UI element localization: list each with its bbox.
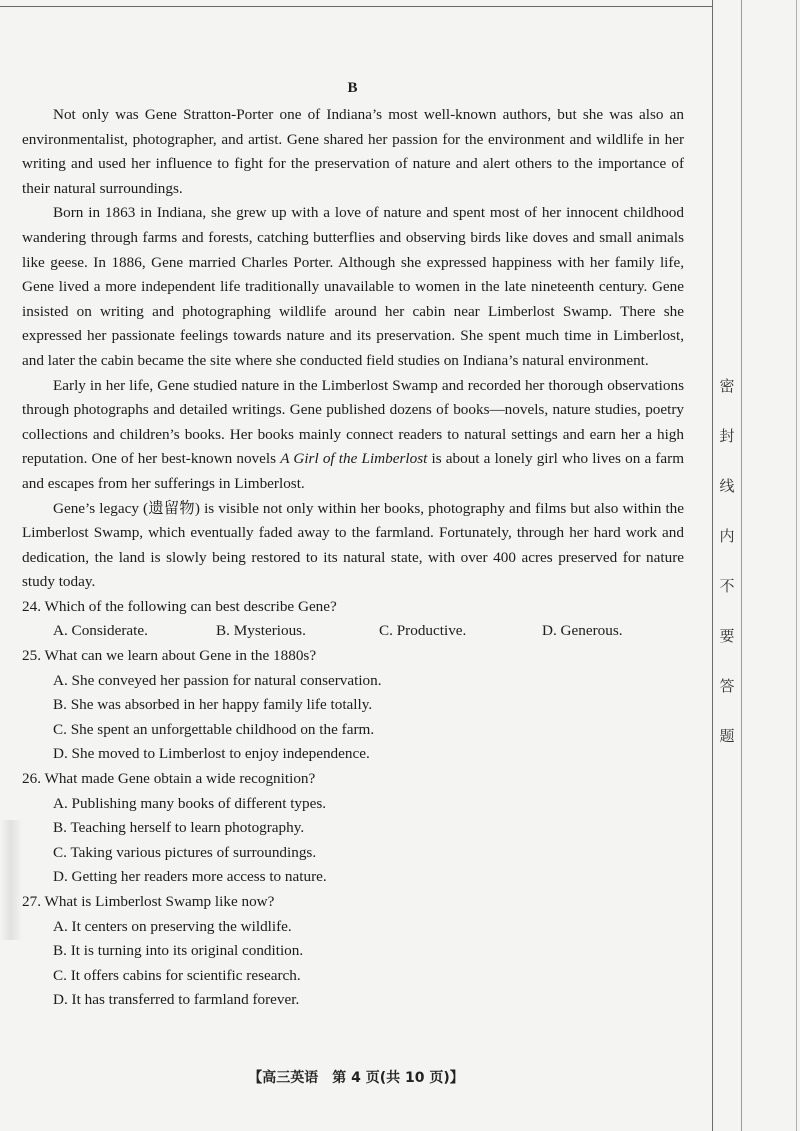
option-b[interactable]: B. Mysterious.	[216, 622, 306, 640]
option-c[interactable]: C. Productive.	[379, 622, 467, 640]
question-25-stem: 25. What can we learn about Gene in the 1880s?	[22, 647, 317, 665]
question-24-options	[53, 619, 684, 644]
option-d[interactable]: D. It has transferred to farmland forever.	[53, 991, 300, 1009]
passage-content	[22, 80, 684, 1013]
seal-char: 内	[719, 527, 735, 545]
option-d[interactable]: D. Getting her readers more access to nature.	[53, 868, 327, 886]
seal-char: 密	[719, 377, 735, 395]
option-c[interactable]: C. It offers cabins for scientific research.	[53, 966, 301, 984]
passage-paragraph-2: Born in 1863 in Indiana, she grew up with a love of nature and spent most of her innocent childhood wandering through farms and forests, catching butterflies and observing birds like doves and small animals like geese. In 1886, Gene married Charles Porter. Although she expressed happiness with her family life, Gene lived a more independent life traditionally unavailable to women in the late nineteenth century. Gene insisted on writing and photographing wildlife around her cabin near Limberlost Swamp. There she expressed her passionate feelings towards nature and its preservation. She spent much time in Limberlost, and later the cabin became the site where she conducted field studies on Indiana’s natural environment.	[22, 204, 684, 369]
paragraph-3-tail: is about a lonely girl who lives on a farm and escapes from her sufferings in Limberlost.	[22, 450, 685, 492]
seal-char: 线	[719, 477, 735, 495]
option-a[interactable]: A. She conveyed her passion for natural conservation.	[53, 671, 382, 689]
seal-char: 答	[719, 677, 735, 695]
binding-line-outer	[796, 0, 797, 1131]
page-footer: 【高三英语 第 4 页(共 10 页)】	[248, 1070, 464, 1086]
question-24-stem: 24. Which of the following can best describe Gene?	[22, 597, 337, 615]
passage-paragraph-4: Gene’s legacy (遗留物) is visible not only within her books, photography and films but also within the Limberlost Swamp, which eventually faded away to the farmland. Fortunately, through her hard work and dedication, the land is slowly being restored to its natural state, with over 400 acres preserved for nature study today.	[22, 499, 684, 591]
seal-char: 封	[719, 427, 735, 445]
seal-line-notice	[714, 372, 740, 772]
option-b[interactable]: B. She was absorbed in her happy family life totally.	[53, 696, 373, 714]
option-b[interactable]: B. Teaching herself to learn photography.	[53, 819, 305, 837]
option-c[interactable]: C. She spent an unforgettable childhood on the farm.	[53, 720, 375, 738]
passage-paragraph-1: Not only was Gene Stratton-Porter one of Indiana’s most well-known authors, but she was also an environmentalist, photographer, and artist. Gene shared her passion for the environment and wildlife in her writing and used her influence to fight for the preservation of nature and alert others to the importance of their natural surroundings.	[22, 106, 684, 197]
binding-line-middle	[741, 0, 742, 1131]
scan-shadow	[0, 820, 22, 940]
binding-line-inner	[712, 0, 713, 1131]
option-a[interactable]: A. Publishing many books of different types.	[53, 794, 327, 812]
question-27-stem: 27. What is Limberlost Swamp like now?	[22, 893, 275, 910]
option-b[interactable]: B. It is turning into its original condition.	[53, 942, 304, 960]
option-a[interactable]: A. It centers on preserving the wildlife.	[53, 917, 292, 935]
passage-paragraph-3	[22, 374, 684, 497]
option-d[interactable]: D. She moved to Limberlost to enjoy independence.	[53, 745, 370, 763]
section-label: B	[347, 80, 359, 96]
top-border-line	[0, 6, 712, 7]
seal-char: 题	[719, 727, 735, 745]
option-c[interactable]: C. Taking various pictures of surroundings.	[53, 843, 317, 861]
paragraph-3-text: Early in her life, Gene studied nature in the Limberlost Swamp and recorded her thorough observations through photographs and detailed writings. Gene published dozens of books—novels, nature studies, poetry collections and children’s books. Her books mainly connect readers to natural settings and earn her a high reputation. One of her best-known novels	[22, 376, 684, 468]
question-26-stem: 26. What made Gene obtain a wide recognition?	[22, 770, 316, 788]
novel-title: A Girl of the Limberlost	[280, 450, 428, 468]
option-a[interactable]: A. Considerate.	[53, 622, 148, 640]
seal-char: 不	[719, 577, 735, 595]
option-d[interactable]: D. Generous.	[542, 622, 623, 640]
seal-char: 要	[719, 627, 735, 645]
